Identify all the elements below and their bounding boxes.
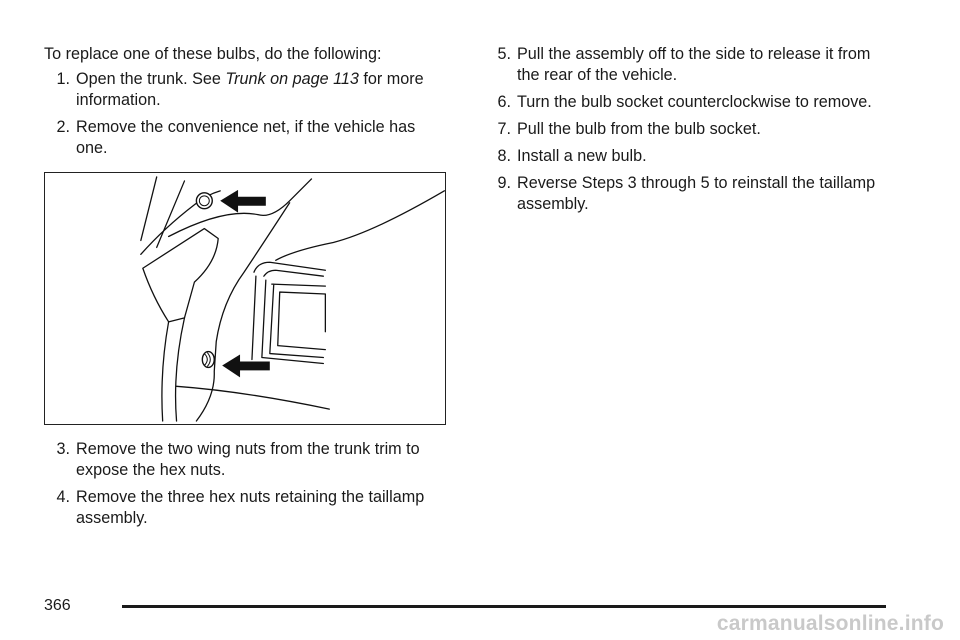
lower-bulb-socket-icon [202, 352, 214, 368]
step-text: Reverse Steps 3 through 5 to reinstall the taillamp assembly. [517, 174, 876, 213]
step-number: 7. [497, 120, 511, 138]
step-5 [485, 44, 887, 86]
upper-bulb-socket-icon [196, 193, 212, 209]
step-number: 3. [56, 440, 70, 458]
step-text: Remove the convenience net, if the vehicle has one. [76, 118, 416, 157]
step-7 [485, 119, 887, 140]
step-number: 4. [56, 488, 70, 506]
step-text: Remove the three hex nuts retaining the taillamp assembly. [76, 488, 425, 527]
step-text-after: for more information. [76, 70, 424, 109]
steps-list-bottom [44, 439, 446, 529]
trunk-page-link[interactable]: Trunk on page 113 [225, 70, 359, 88]
upper-arrow-icon [220, 190, 266, 213]
step-6 [485, 92, 887, 113]
step-number: 5. [497, 45, 511, 63]
step-number: 8. [497, 147, 511, 165]
step-number: 2. [56, 118, 70, 136]
step-text: Pull the assembly off to the side to release it from the rear of the vehicle. [517, 45, 871, 84]
step-text: Turn the bulb socket counterclockwise to remove. [517, 93, 872, 111]
step-3 [44, 439, 446, 481]
step-1 [44, 69, 446, 111]
step-number: 9. [497, 174, 511, 192]
step-9 [485, 173, 887, 215]
step-2 [44, 117, 446, 159]
right-column [485, 44, 887, 221]
step-text: Install a new bulb. [517, 147, 647, 165]
step-4 [44, 487, 446, 529]
steps-list-top [44, 69, 446, 159]
step-number: 6. [497, 93, 511, 111]
page-number: 366 [44, 597, 71, 614]
step-text: Pull the bulb from the bulb socket. [517, 120, 761, 138]
step-number: 1. [56, 70, 70, 88]
watermark: carmanualsonline.info [716, 612, 944, 635]
taillamp-diagram [45, 173, 445, 424]
intro-text: To replace one of these bulbs, do the following: [44, 45, 382, 63]
footer-rule [122, 605, 886, 608]
step-text: Remove the two wing nuts from the trunk trim to expose the hex nuts. [76, 440, 420, 479]
step-text [76, 69, 446, 111]
step-8 [485, 146, 887, 167]
taillamp-illustration [44, 172, 446, 425]
left-column [44, 44, 446, 535]
step-text-before: Open the trunk. See [76, 70, 226, 88]
steps-list-right [485, 44, 887, 215]
